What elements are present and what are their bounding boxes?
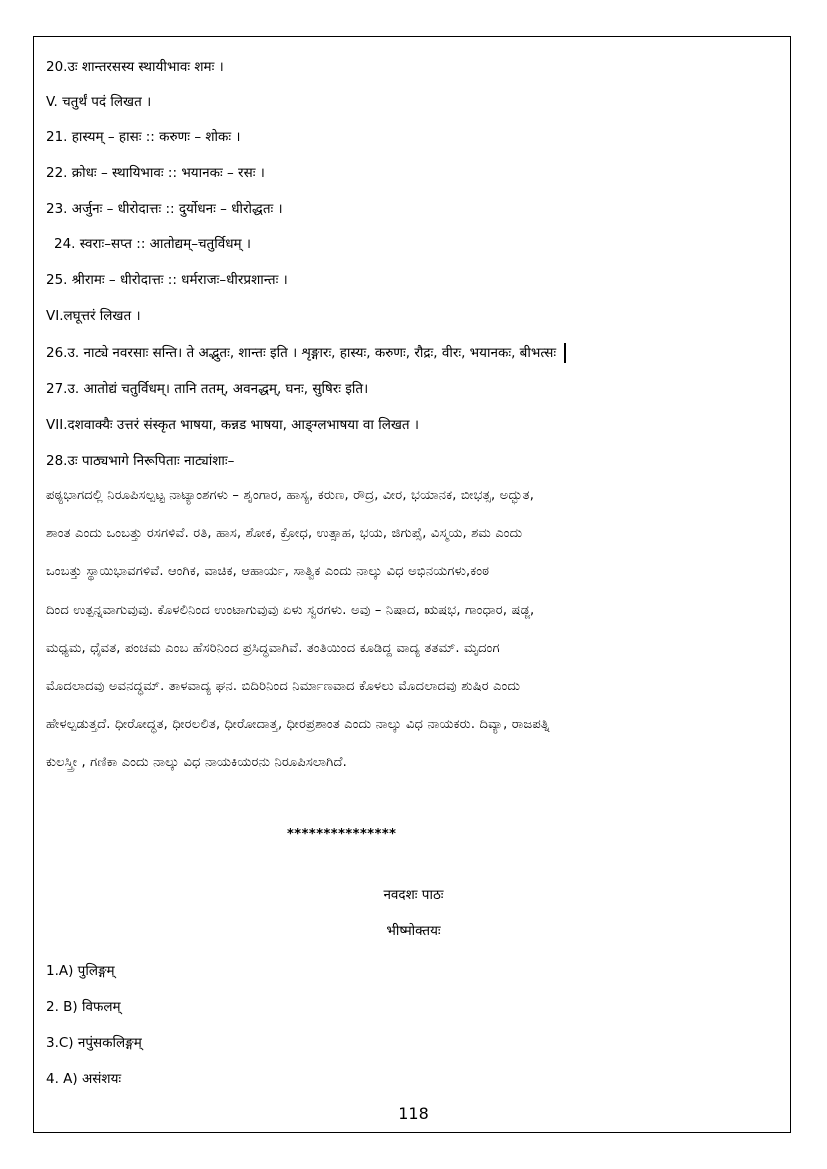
kannada-line-1: ಪಠ್ಯಭಾಗದಲ್ಲಿ ನಿರೂಪಿಸಲ್ಪಟ್ಟ ನಾಟ್ಯಾಂಶಗಳು – ಶೃಂಗಾರ, ಹಾಸ್ಯ, ಕರುಣ, ರೌದ್ರ, ವೀರ, ಭಯಾನಕ, ಬೀಭತ್ಸ, ಅದ್ಭುತ, xyxy=(46,488,535,503)
kannada-line-8: ಕುಲಸ್ತ್ರೀ , ಗಣಿಕಾ ಎಂದು ನಾಲ್ಕು ವಿಧ ನಾಯಕಿಯರನು ನಿರೂಪಿಸಲಾಗಿದೆ. xyxy=(46,755,347,770)
answer-line-28: 28.उः पाठ्यभागे निरूपिताः नाट्यांशाः– xyxy=(46,453,235,469)
kannada-line-6: ಮೊದಲಾದವು ಅವನದ್ಧಮ್. ತಾಳವಾದ್ಯ ಘನ. ಬಿದಿರಿನಿಂದ ನಿರ್ಮಾಣವಾದ ಕೊಳಲು ಮೊದಲಾದವು ಶುಷಿರ ಎಂದು xyxy=(46,679,521,694)
answer-line-20: 20.उः शान्तरसस्य स्थायीभावः शमः । xyxy=(46,59,224,75)
kannada-line-2: ಶಾಂತ ಎಂದು ಒಂಬತ್ತು ರಸಗಳಿವೆ. ರತಿ, ಹಾಸ, ಶೋಕ, ಕ್ರೋಧ, ಉತ್ಸಾಹ, ಭಯ, ಜಿಗುಪ್ಸೆ, ವಿಸ್ಮಯ, ಶಮ ಎಂದು xyxy=(46,526,523,541)
kannada-line-5: ಮಧ್ಯಮ, ಧೈವತ, ಪಂಚಮ ಎಂಬ ಹೆಸರಿನಿಂದ ಪ್ರಸಿದ್ಧವಾಗಿವೆ. ತಂತಿಯಿಂದ ಕೂಡಿದ್ದ ವಾದ್ಯ ತತಮ್. ಮೃದಂಗ xyxy=(46,641,500,656)
mcq-answer-1: 1.A) पुलिङ्गम् xyxy=(46,963,115,979)
text-cursor-bar xyxy=(564,343,566,363)
section-vii-heading: VII.दशवाक्यैः उत्तरं संस्कृत भाषया, कन्नड भाषया, आङ्ग्लभाषया वा लिखत । xyxy=(46,417,419,433)
answer-line-25: 25. श्रीरामः – धीरोदात्तः :: धर्मराजः–धीरप्रशान्तः । xyxy=(46,272,288,288)
answer-line-21: 21. हास्यम् – हासः :: करुणः – शोकः । xyxy=(46,129,241,145)
kannada-line-3: ಒಂಬತ್ತು ಸ್ಥಾಯಿಭಾವಗಳಿವೆ. ಆಂಗಿಕ, ವಾಚಿಕ, ಆಹಾರ್ಯ, ಸಾತ್ವಿಕ ಎಂದು ನಾಲ್ಕು ವಿಧ ಅಭಿನಯಗಳು,ಕಂಠ xyxy=(46,564,490,579)
mcq-answer-3: 3.C) नपुंसकलिङ्गम् xyxy=(46,1035,142,1051)
lesson-subtitle: भीष्मोक्तयः xyxy=(386,923,441,939)
separator-stars: *************** xyxy=(287,827,397,842)
answer-line-27: 27.उ. आतोद्यं चतुर्विधम्। तानि ततम्, अवनद्धम्, घनः, सुषिरः इति। xyxy=(46,381,369,397)
answer-line-26-text: 26.उ. नाट्ये नवरसाः सन्ति। ते अद्भुतः, शान्तः इति । शृङ्गारः, हास्यः, करुणः, रौद्रः, वीरः, भयानकः, बीभत्सः xyxy=(46,345,557,361)
answer-line-26 xyxy=(46,343,566,363)
answer-line-23: 23. अर्जुनः – धीरोदात्तः :: दुर्योधनः – धीरोद्धतः । xyxy=(46,201,283,217)
answer-line-22: 22. क्रोधः – स्थायिभावः :: भयानकः – रसः । xyxy=(46,165,265,181)
answer-line-24: 24. स्वराः–सप्त :: आतोद्यम्–चतुर्विधम् । xyxy=(54,236,252,252)
page-number: 118 xyxy=(398,1104,429,1123)
kannada-line-4: ದಿಂದ ಉತ್ಪನ್ನವಾಗುವುವು. ಕೊಳಲಿನಿಂದ ಉಂಟಾಗುವುವು ಏಳು ಸ್ವರಗಳು. ಅವು – ನಿಷಾದ, ಋಷಭ, ಗಾಂಧಾರ, ಷಡ್ಜ, xyxy=(46,603,535,618)
kannada-line-7: ಹೇಳಲ್ಪಡುತ್ತದೆ. ಧೀರೋದ್ಧತ, ಧೀರಲಲಿತ, ಧೀರೋದಾತ್ತ, ಧೀರಪ್ರಶಾಂತ ಎಂದು ನಾಲ್ಕು ವಿಧ ನಾಯಕರು. ದಿವ್ಯಾ, ರಾಜಪತ್ನಿ xyxy=(46,717,550,732)
mcq-answer-4: 4. A) असंशयः xyxy=(46,1071,122,1087)
section-v-heading: V. चतुर्थं पदं लिखत । xyxy=(46,94,152,110)
mcq-answer-2: 2. B) विफलम् xyxy=(46,999,121,1015)
section-vi-heading: VI.लघूत्तरं लिखत । xyxy=(46,308,141,324)
lesson-title: नवदशः पाठः xyxy=(383,887,444,903)
